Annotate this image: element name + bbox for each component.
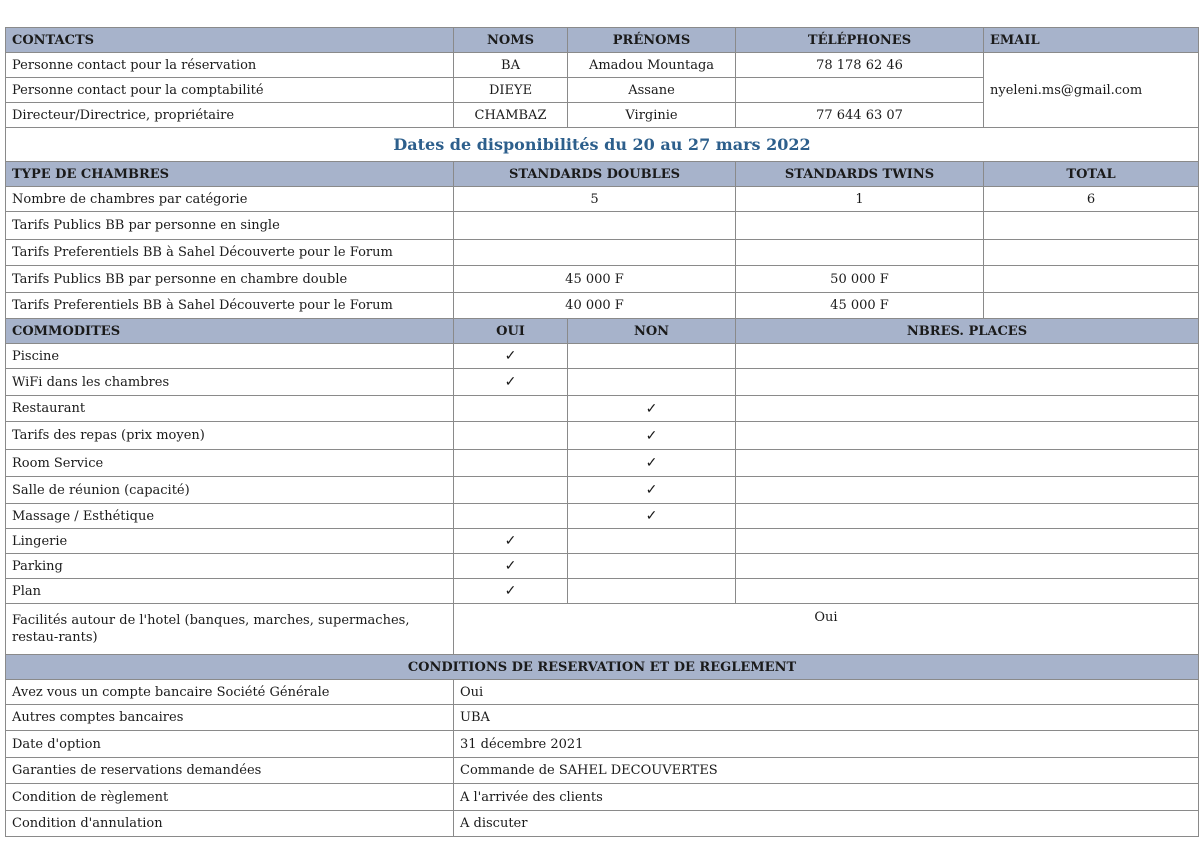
room-doubles-value <box>454 240 736 266</box>
amenity-label: Room Service <box>6 450 454 477</box>
room-doubles-value: 40 000 F <box>454 293 736 319</box>
amenity-label: Lingerie <box>6 529 454 554</box>
room-twins-value: 1 <box>736 187 984 212</box>
condition-value: A l'arrivée des clients <box>454 784 1199 811</box>
contact-label: Directeur/Directrice, propriétaire <box>6 103 454 128</box>
contact-nom: CHAMBAZ <box>454 103 568 128</box>
contact-label: Personne contact pour la réservation <box>6 53 454 78</box>
room-label: Nombre de chambres par catégorie <box>6 187 454 212</box>
conditions-header: CONDITIONS DE RESERVATION ET DE REGLEMENT <box>6 655 1199 680</box>
room-twins-value <box>736 240 984 266</box>
standards-twins-header: STANDARDS TWINS <box>736 162 984 187</box>
hotel-information-form <box>5 27 1198 837</box>
condition-value: 31 décembre 2021 <box>454 731 1199 758</box>
amenity-oui-check <box>454 477 568 504</box>
amenity-places <box>736 504 1199 529</box>
condition-row <box>6 731 1199 758</box>
contact-prenom: Amadou Mountaga <box>568 53 736 78</box>
contact-prenom: Assane <box>568 78 736 103</box>
prenoms-header: PRÉNOMS <box>568 28 736 53</box>
room-row <box>6 187 1199 212</box>
contact-email: nyeleni.ms@gmail.com <box>984 53 1199 128</box>
facilities-value: Oui <box>454 604 1199 655</box>
condition-label: Condition de règlement <box>6 784 454 811</box>
amenity-places <box>736 369 1199 396</box>
amenity-non-check <box>568 554 736 579</box>
room-doubles-value: 5 <box>454 187 736 212</box>
room-twins-value: 45 000 F <box>736 293 984 319</box>
amenity-label: Piscine <box>6 344 454 369</box>
hotel-form-table <box>5 27 1199 837</box>
contact-telephone: 78 178 62 46 <box>736 53 984 78</box>
contact-telephone <box>736 78 984 103</box>
condition-value: UBA <box>454 705 1199 731</box>
condition-value: Commande de SAHEL DECOUVERTES <box>454 758 1199 784</box>
contact-row <box>6 53 1199 78</box>
standards-doubles-header: STANDARDS DOUBLES <box>454 162 736 187</box>
room-total-value <box>984 266 1199 293</box>
contact-telephone: 77 644 63 07 <box>736 103 984 128</box>
amenities-header-row <box>6 319 1199 344</box>
amenity-row <box>6 529 1199 554</box>
amenity-row <box>6 554 1199 579</box>
dates-title-row <box>6 128 1199 162</box>
room-row <box>6 293 1199 319</box>
room-type-header: TYPE DE CHAMBRES <box>6 162 454 187</box>
amenity-oui-check: ✓ <box>454 554 568 579</box>
amenity-label: Plan <box>6 579 454 604</box>
condition-row <box>6 811 1199 837</box>
condition-label: Garanties de reservations demandées <box>6 758 454 784</box>
room-total-value <box>984 212 1199 240</box>
condition-label: Condition d'annulation <box>6 811 454 837</box>
places-header: NBRES. PLACES <box>736 319 1199 344</box>
amenity-label: Massage / Esthétique <box>6 504 454 529</box>
amenity-label: Parking <box>6 554 454 579</box>
oui-header: OUI <box>454 319 568 344</box>
non-header: NON <box>568 319 736 344</box>
contact-nom: DIEYE <box>454 78 568 103</box>
amenity-oui-check: ✓ <box>454 344 568 369</box>
amenity-non-check: ✓ <box>568 450 736 477</box>
contact-prenom: Virginie <box>568 103 736 128</box>
condition-label: Avez vous un compte bancaire Société Générale <box>6 680 454 705</box>
amenity-label: Restaurant <box>6 396 454 422</box>
room-total-value <box>984 240 1199 266</box>
amenity-oui-check: ✓ <box>454 529 568 554</box>
amenity-label: Salle de réunion (capacité) <box>6 477 454 504</box>
room-label: Tarifs Publics BB par personne en chambre double <box>6 266 454 293</box>
amenity-row <box>6 504 1199 529</box>
amenity-places <box>736 554 1199 579</box>
condition-row <box>6 758 1199 784</box>
amenity-oui-check: ✓ <box>454 369 568 396</box>
facilities-row <box>6 604 1199 655</box>
room-row <box>6 212 1199 240</box>
amenity-non-check <box>568 344 736 369</box>
amenity-non-check <box>568 529 736 554</box>
condition-value: A discuter <box>454 811 1199 837</box>
rooms-header-row <box>6 162 1199 187</box>
amenity-row <box>6 477 1199 504</box>
amenity-row <box>6 422 1199 450</box>
room-label: Tarifs Preferentiels BB à Sahel Découverte pour le Forum <box>6 293 454 319</box>
dates-title: Dates de disponibilités du 20 au 27 mars 2022 <box>6 128 1199 162</box>
condition-row <box>6 784 1199 811</box>
amenity-places <box>736 579 1199 604</box>
amenity-oui-check: ✓ <box>454 579 568 604</box>
amenity-non-check <box>568 579 736 604</box>
contacts-header-row <box>6 28 1199 53</box>
room-doubles-value: 45 000 F <box>454 266 736 293</box>
amenity-oui-check <box>454 422 568 450</box>
amenity-oui-check <box>454 396 568 422</box>
commodites-header: COMMODITES <box>6 319 454 344</box>
amenity-places <box>736 450 1199 477</box>
conditions-header-row <box>6 655 1199 680</box>
amenity-non-check: ✓ <box>568 396 736 422</box>
room-total-value: 6 <box>984 187 1199 212</box>
room-row <box>6 240 1199 266</box>
amenity-label: Tarifs des repas (prix moyen) <box>6 422 454 450</box>
contact-nom: BA <box>454 53 568 78</box>
condition-row <box>6 705 1199 731</box>
contacts-header: CONTACTS <box>6 28 454 53</box>
condition-row <box>6 680 1199 705</box>
amenity-places <box>736 529 1199 554</box>
noms-header: NOMS <box>454 28 568 53</box>
amenity-places <box>736 422 1199 450</box>
facilities-label: Facilités autour de l'hotel (banques, marches, supermaches, restau-rants) <box>6 604 454 655</box>
amenity-non-check: ✓ <box>568 504 736 529</box>
amenity-places <box>736 344 1199 369</box>
amenity-row <box>6 369 1199 396</box>
amenity-oui-check <box>454 504 568 529</box>
contact-label: Personne contact pour la comptabilité <box>6 78 454 103</box>
telephones-header: TÉLÉPHONES <box>736 28 984 53</box>
amenity-row <box>6 396 1199 422</box>
condition-value: Oui <box>454 680 1199 705</box>
room-label: Tarifs Preferentiels BB à Sahel Découverte pour le Forum <box>6 240 454 266</box>
room-twins-value <box>736 212 984 240</box>
amenity-non-check: ✓ <box>568 477 736 504</box>
amenity-row <box>6 450 1199 477</box>
amenity-row <box>6 579 1199 604</box>
amenity-places <box>736 477 1199 504</box>
amenity-oui-check <box>454 450 568 477</box>
amenity-non-check <box>568 369 736 396</box>
room-total-value <box>984 293 1199 319</box>
room-label: Tarifs Publics BB par personne en single <box>6 212 454 240</box>
amenity-row <box>6 344 1199 369</box>
condition-label: Date d'option <box>6 731 454 758</box>
room-twins-value: 50 000 F <box>736 266 984 293</box>
room-row <box>6 266 1199 293</box>
total-header: TOTAL <box>984 162 1199 187</box>
amenity-places <box>736 396 1199 422</box>
condition-label: Autres comptes bancaires <box>6 705 454 731</box>
amenity-non-check: ✓ <box>568 422 736 450</box>
amenity-label: WiFi dans les chambres <box>6 369 454 396</box>
email-header: EMAIL <box>984 28 1199 53</box>
room-doubles-value <box>454 212 736 240</box>
